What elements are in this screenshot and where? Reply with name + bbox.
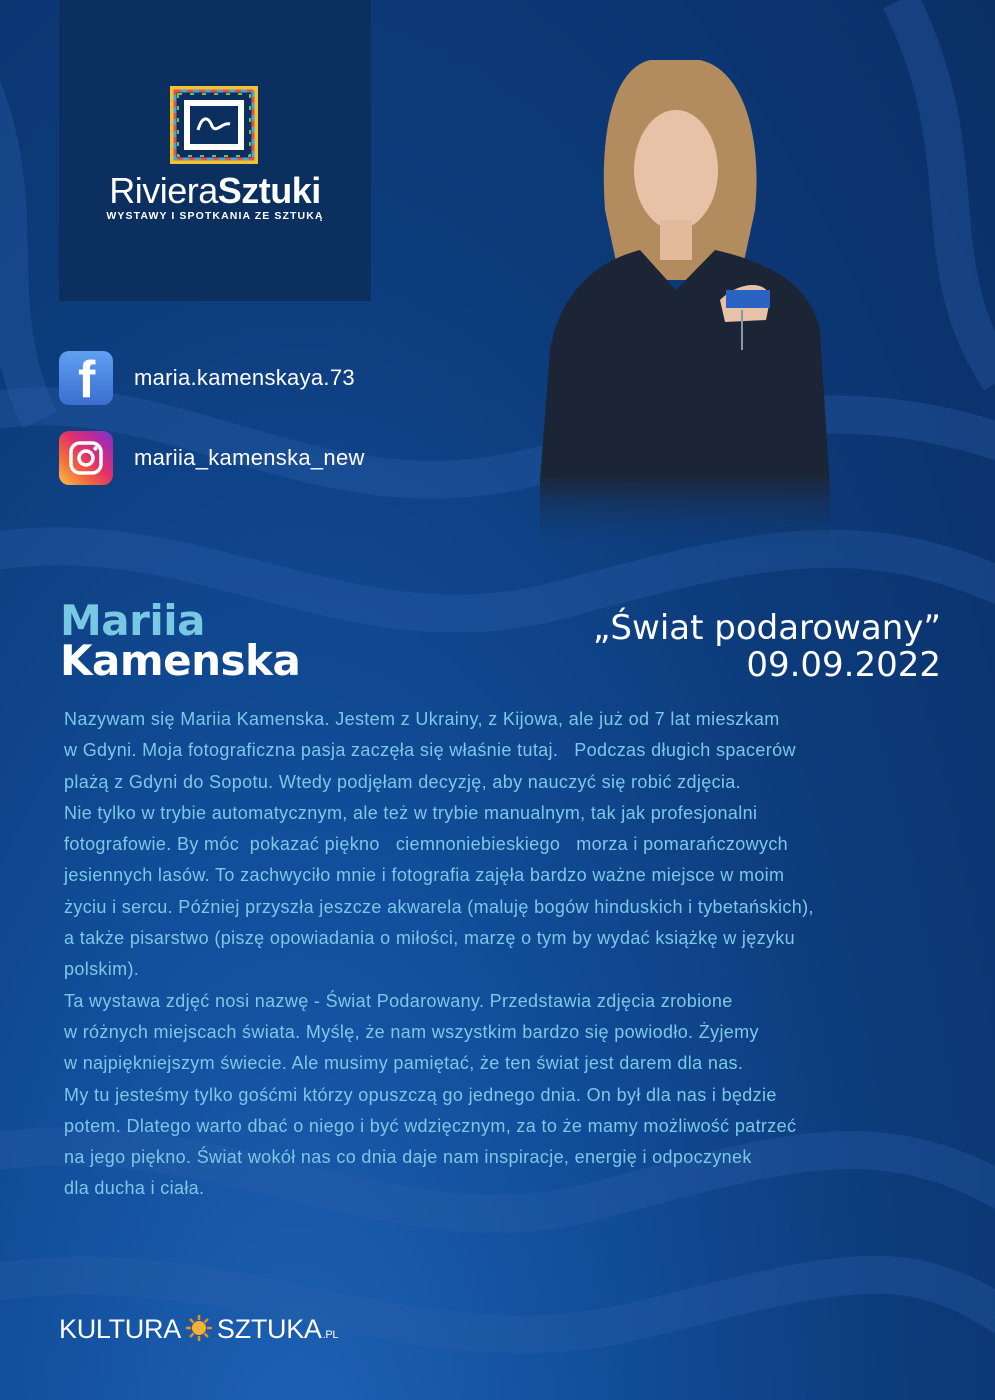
bio-line: polskim). [64,959,140,980]
instagram-handle: mariia_kamenska_new [134,445,365,470]
bio-line: My tu jesteśmy tylko gośćmi którzy opuszczą go jednego dnia. On był dla nas i będzie [64,1084,777,1105]
riviera-sztuki-logo-box [59,0,371,301]
facebook-link[interactable] [59,351,355,409]
bio-line: potem. Dlatego warto dbać o niego i być wdzięcznym, za to że mamy możliwość patrzeć [64,1115,797,1136]
bio-line: w najpiękniejszym świecie. Ale musimy pamiętać, że ten świat jest darem dla nas. [64,1053,744,1074]
bio-line: w różnych miejscach świata. Myślę, że nam wszystkim bardzo się powiodło. Żyjemy [64,1021,759,1042]
brand-name [59,170,371,212]
artist-bio [64,704,954,1205]
exhibition-title: „Świat podarowany” [592,608,941,648]
sun-icon [185,1314,213,1342]
instagram-icon [59,431,113,485]
kultura-sztuka-logo [59,1310,338,1345]
brand-part1: Riviera [109,170,218,211]
bio-line: Nazywam się Mariia Kamenska. Jestem z Ukrainy, z Kijowa, ale już od 7 lat mieszkam [64,709,780,729]
bio-line: Nie tylko w trybie automatycznym, ale też w trybie manualnym, tak jak profesjonalni [64,802,758,823]
bio-line: życiu i sercu. Później przyszła jeszcze akwarela (maluję bogów hinduskich i tybetańskich), [64,896,814,917]
bio-line: w Gdyni. Moja fotograficzna pasja zaczęła się właśnie tutaj. Podczas długich spacerów [64,740,796,761]
bio-line: jesiennych lasów. To zachwyciło mnie i fotografia zajęła bardzo ważne miejsce w moim [64,865,785,886]
brand-part2: Sztuki [217,170,321,211]
bio-line: plażą z Gdyni do Sopotu. Wtedy podjęłam decyzję, aby nauczyć się robić zdjęcia. [64,771,741,792]
instagram-link[interactable] [59,431,365,485]
bio-line: a także pisarstwo (piszę opowiadania o miłości, marzę o tym by wydać książkę w języku [64,928,796,949]
exhibition-date: 09.09.2022 [746,645,941,685]
artist-last-name: Kamenska [60,636,301,685]
picture-frame-logo-icon [170,86,258,164]
bio-line: dla ducha i ciała. [64,1178,205,1199]
footer-logo-suffix: .PL [322,1329,339,1341]
artist-first-name: Mariia [60,596,205,645]
bio-line: fotografowie. By móc pokazać piękno ciemnoniebieskiego morza i pomarańczowych [64,834,789,855]
bio-line: na jego piękno. Świat wokół nas co dnia daje nam inspiracje, energię i odpoczynek [64,1147,752,1168]
facebook-handle: maria.kamenskaya.73 [134,365,355,390]
facebook-icon: f [59,351,113,405]
footer-logo-part1: KULTURA [59,1314,181,1344]
artist-portrait [530,50,840,550]
brand-tagline: WYSTAWY I SPOTKANIA ZE SZTUKĄ [106,210,324,222]
bio-line: Ta wystawa zdjęć nosi nazwę - Świat Podarowany. Przedstawia zdjęcia zrobione [64,990,733,1011]
footer-logo-part2: SZTUKA [216,1314,322,1344]
